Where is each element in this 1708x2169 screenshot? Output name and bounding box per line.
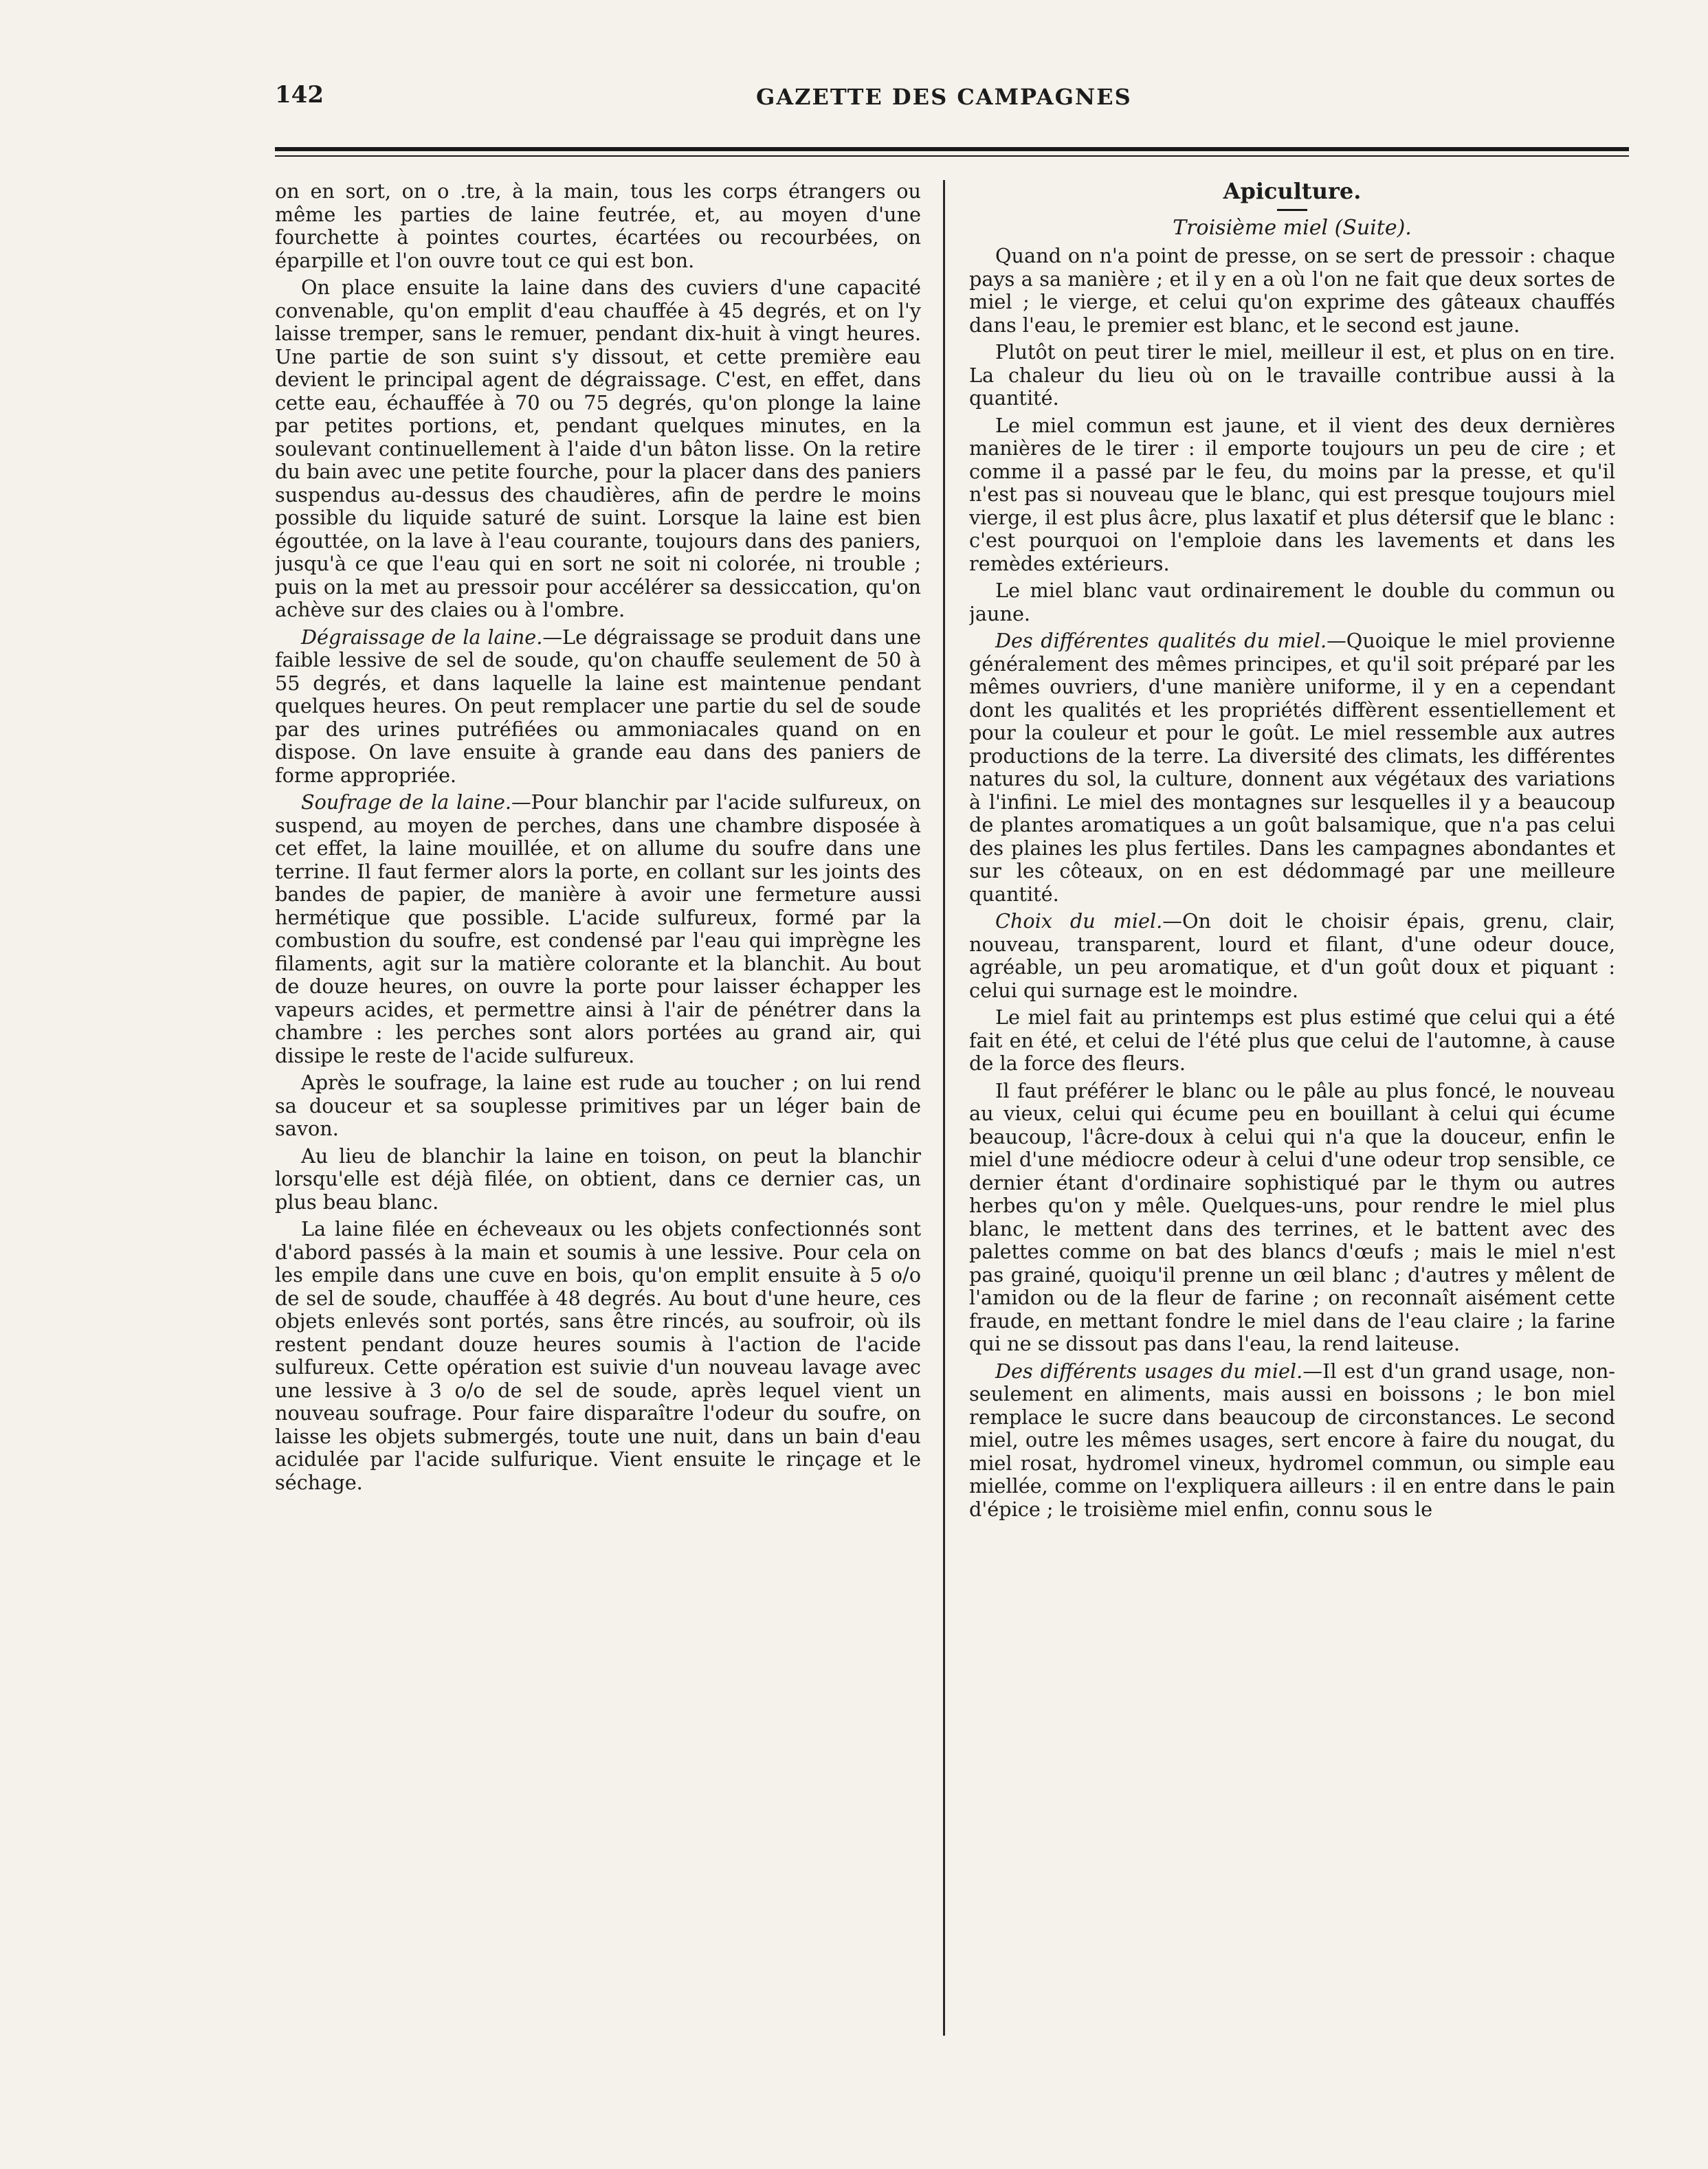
paragraph: on en sort, on o .tre, à la main, tous les corps étrangers ou même les parties de laine feutrée, et, au moyen d'une fourchette à pointes courtes, écartées ou recourbées, on éparpille et l'on ouvre tout ce qui est bon. xyxy=(275,180,921,272)
header-rule-thin xyxy=(275,155,1629,157)
paragraph xyxy=(275,626,921,788)
paragraph-body: —Le dégraissage se produit dans une faible lessive de sel de soude, qu'on chauffe seulement de 50 à 55 degrés, et dans laquelle la laine est maintenue pendant quelques heures. On peut remplacer une partie du sel de soude par des urines putréfiées ou ammoniacales quand on en dispose. On lave ensuite à grande eau dans des paniers de forme appropriée. xyxy=(275,625,921,787)
section-title: Apiculture. xyxy=(1223,180,1362,204)
paragraph-body: —Il est d'un grand usage, non-seulement en aliments, mais aussi en boissons ; le bon miel remplace le sucre dans beaucoup de circonstances. Le second miel, outre les mêmes usages, sert encore à faire du nougat, du miel rosat, hydromel vineux, hydromel commun, ou simple eau miellée, comme on l'expliquera ailleurs : il en entre dans le pain d'épice ; le troisième miel enfin, connu sous le xyxy=(969,1359,1615,1521)
paragraph-lead: Choix du miel. xyxy=(995,909,1163,933)
column-divider xyxy=(943,180,945,2036)
paragraph: La laine filée en écheveaux ou les objets confectionnés sont d'abord passés à la main et soumis à une lessive. Pour cela on les empile dans une cuve en bois, qu'on emplit ensuite à 5 o/o de sel de soude, chauffée à 48 degrés. Au bout d'une heure, ces objets enlevés sont portés, sans être rincés, au soufroir, où ils restent pendant douze heures soumis à l'action de l'acide sulfureux. Cette opération est suivie d'un nouveau lavage avec une lessive à 3 o/o de sel de soude, après lequel vient un nouveau soufrage. Pour faire disparaître l'odeur du soufre, on laisse les objets submergés, toute une nuit, dans un bain d'eau acidulée par l'acide sulfurique. Vient ensuite le rinçage et le séchage. xyxy=(275,1217,921,1494)
paragraph-body: —Quoique le miel provienne généralement des mêmes principes, et qu'il soit préparé par les mêmes ouvriers, d'une manière uniforme, il y en a cependant dont les qualités et les propriétés diffèrent essentiellement et pour la couleur et pour le goût. Le miel ressemble aux autres productions de la terre. La diversité des climats, les différentes natures du sol, la culture, donnent aux végétaux des variations à l'infini. Le miel des montagnes sur lesquelles il y a beaucoup de plantes aromatiques a un goût balsamique, que n'a pas celui des plaines les plus fertiles. Dans les campagnes abondantes et sur les côteaux, on en est dédommagé par une meilleure quantité. xyxy=(969,629,1615,906)
paragraph: Le miel commun est jaune, et il vient des deux dernières manières de le tirer : il emporte toujours un peu de cire ; et comme il a passé par le feu, du moins par la presse, et qu'il n'est pas si nouveau que le blanc, qui est presque toujours miel vierge, il est plus âcre, plus laxatif et plus détersif que le blanc : c'est pourquoi on l'emploie dans les lavements et dans les remèdes extérieurs. xyxy=(969,413,1615,575)
paragraph xyxy=(969,910,1615,1002)
page-number: 142 xyxy=(275,81,324,109)
paragraph: Le miel fait au printemps est plus estimé que celui qui a été fait en été, et celui de l'été plus que celui de l'automne, à cause de la force des fleurs. xyxy=(969,1005,1615,1075)
paragraph: Au lieu de blanchir la laine en toison, on peut la blanchir lorsqu'elle est déjà filée, on obtient, dans ce dernier cas, un plus beau blanc. xyxy=(275,1144,921,1214)
right-column xyxy=(969,180,1615,2104)
paragraph xyxy=(969,630,1615,906)
paragraph xyxy=(969,1360,1615,1522)
paragraph: Il faut préférer le blanc ou le pâle au plus foncé, le nouveau au vieux, celui qui écume peu en bouillant à celui qui écume beaucoup, l'âcre-doux à celui qui n'a que la douceur, enfin le miel d'une médiocre odeur à celui d'une odeur trop sensible, ce dernier étant d'ordinaire sophistiqué par le thym ou autres herbes qu'on y mêle. Quelques-uns, pour rendre le miel plus blanc, le mettent dans des terrines, et le battent avec des palettes comme on bat des blancs d'œufs ; mais le miel n'est pas grainé, quoiqu'il prenne un œil blanc ; d'autres y mêlent de l'amidon ou de la fleur de farine ; on reconnaît aisément cette fraude, en mettant fondre le miel dans de l'eau claire ; la farine qui ne se dissout pas dans l'eau, la rend laiteuse. xyxy=(969,1078,1615,1355)
page-header xyxy=(275,81,1629,122)
left-column xyxy=(275,180,921,2104)
paragraph xyxy=(275,791,921,1067)
section-dash xyxy=(1277,209,1307,211)
paragraph: Le miel blanc vaut ordinairement le double du commun ou jaune. xyxy=(969,579,1615,625)
paragraph-lead: Des différentes qualités du miel. xyxy=(995,629,1327,652)
paragraph-body: —On doit le choisir épais, grenu, clair, nouveau, transparent, lourd et filant, d'une odeur douce, agréable, un peu aromatique, et d'un goût doux et piquant : celui qui surnage est le moindre. xyxy=(969,909,1615,1002)
paragraph: Quand on n'a point de presse, on se sert de pressoir : chaque pays a sa manière ; et il y en a où l'on ne fait que deux sortes de miel ; le vierge, et celui qu'on exprime des gâteaux chauffés dans l'eau, le premier est blanc, et le second est jaune. xyxy=(969,244,1615,337)
paragraph-lead: Dégraissage de la laine. xyxy=(301,625,543,649)
section-subtitle: Troisième miel (Suite). xyxy=(1173,215,1412,240)
running-title: GAZETTE DES CAMPAGNES xyxy=(756,84,1132,110)
paragraph-lead: Des différents usages du miel. xyxy=(995,1359,1303,1383)
paragraph: Plutôt on peut tirer le miel, meilleur il est, et plus on en tire. La chaleur du lieu où on le travaille contribue aussi à la quantité. xyxy=(969,340,1615,410)
paragraph-body: —Pour blanchir par l'acide sulfureux, on suspend, au moyen de perches, dans une chambre disposée à cet effet, la laine mouillée, et on allume du soufre dans une terrine. Il faut fermer alors la porte, en collant sur les joints des bandes de papier, de manière à avoir une fermeture aussi hermétique que possible. L'acide sulfureux, formé par la combustion du soufre, est condensé par l'eau qui imprègne les filaments, agit sur la matière colorante et la blanchit. Au bout de douze heures, on ouvre la porte pour laisser échapper les vapeurs acides, et permettre ainsi à l'air de pénétrer dans la chambre : les perches sont alors portées au grand air, qui dissipe le reste de l'acide sulfureux. xyxy=(275,790,921,1067)
header-rule xyxy=(275,147,1629,151)
paragraph: On place ensuite la laine dans des cuviers d'une capacité convenable, qu'on emplit d'eau chauffée à 45 degrés, et on l'y laisse tremper, sans le remuer, pendant dix-huit à vingt heures. Une partie de son suint s'y dissout, et cette première eau devient le principal agent de dégraissage. C'est, en effet, dans cette eau, échauffée à 70 ou 75 degrés, qu'on plonge la laine par petites portions, et, pendant quelques minutes, en la soulevant continuellement à l'aide d'un bâton lisse. On la retire du bain avec une petite fourche, pour la placer dans des paniers suspendus au-dessus des chaudières, afin de perdre le moins possible du liquide saturé de suint. Lorsque la laine est bien égouttée, on la lave à l'eau courante, toujours dans des paniers, jusqu'à ce que l'eau qui en sort ne soit ni colorée, ni trouble ; puis on la met au pressoir pour accélérer sa dessiccation, qu'on achève sur des claies ou à l'ombre. xyxy=(275,276,921,621)
paragraph: Après le soufrage, la laine est rude au toucher ; on lui rend sa douceur et sa souplesse primitives par un léger bain de savon. xyxy=(275,1071,921,1140)
paragraph-lead: Soufrage de la laine. xyxy=(301,790,511,814)
